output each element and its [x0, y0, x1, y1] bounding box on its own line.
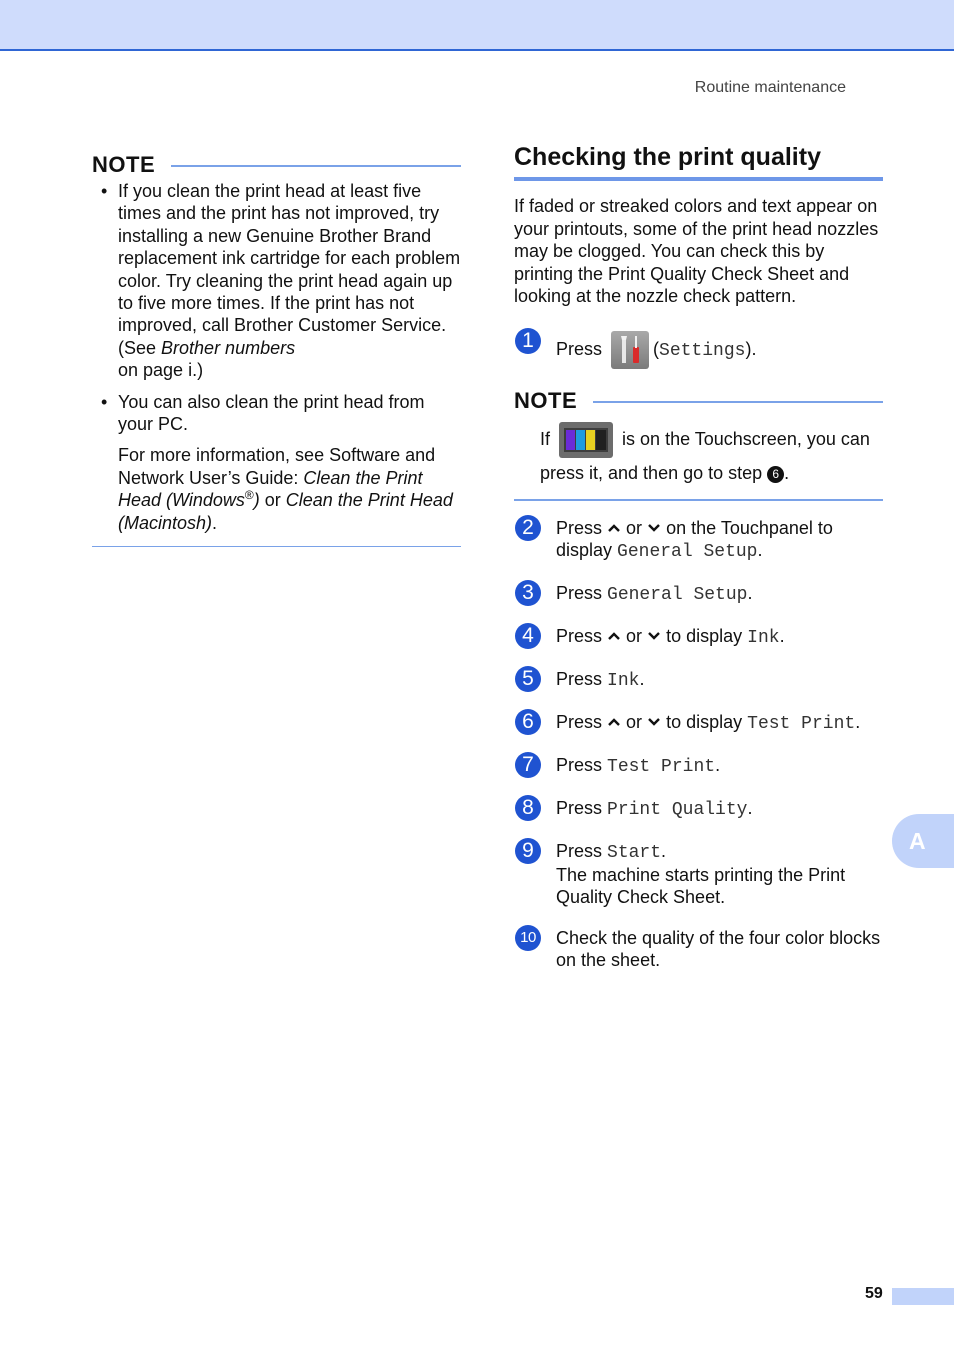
- step-number: 7: [515, 752, 541, 778]
- step-number: 4: [515, 623, 541, 649]
- note-end-rule: [92, 546, 461, 547]
- step-number: 6: [515, 709, 541, 735]
- note-bullet-2: [92, 391, 461, 534]
- step-number: 9: [515, 838, 541, 864]
- left-note-box: [92, 152, 461, 547]
- bullet2-text: You can also clean the print head from your PC.: [118, 391, 425, 435]
- ink-cartridge-icon[interactable]: [559, 422, 613, 458]
- step-7: 7 Press Test Print.: [514, 754, 883, 778]
- appendix-tab: A: [892, 814, 954, 868]
- step-2: 2 Press or on the Touchpanel to display General Setup.: [514, 517, 883, 563]
- settings-code: Settings: [659, 340, 746, 361]
- step-6: 6 Press or to display Test Print.: [514, 711, 883, 735]
- note-end-rule: [514, 499, 883, 501]
- step-number: 10: [515, 925, 541, 951]
- note-body: If is on the Touchscreen, you can press it, and then go to step 6 .: [514, 422, 883, 489]
- step-10: [514, 927, 883, 971]
- step-number: 8: [515, 795, 541, 821]
- bullet1-end: on page i.): [118, 360, 204, 381]
- step-5: 5 Press Ink.: [514, 668, 883, 692]
- page-title: Checking the print quality: [514, 143, 883, 181]
- step-number: 3: [515, 580, 541, 606]
- brother-numbers-ref: Brother numbers: [161, 337, 296, 358]
- header-band: [0, 0, 954, 51]
- note-bullet-1: [92, 180, 461, 382]
- note-rule: [593, 401, 883, 403]
- note-label: NOTE: [514, 387, 578, 413]
- chevron-up-icon: [607, 631, 621, 641]
- settings-tools-icon[interactable]: [611, 331, 649, 369]
- section-header: Routine maintenance: [694, 79, 846, 96]
- footer-bar: [892, 1288, 954, 1305]
- step-4: 4 Press or to display Ink.: [514, 625, 883, 649]
- chevron-down-icon: [647, 717, 661, 727]
- note-label: NOTE: [92, 152, 156, 177]
- step-3: 3 Press General Setup.: [514, 582, 883, 606]
- chevron-up-icon: [607, 717, 621, 727]
- step-number: 1: [515, 328, 541, 354]
- intro-paragraph: If faded or streaked colors and text appear on your printouts, some of the print head nozzles may be clogged. You can check this by printing the Print Quality Check Sheet and looking at the nozzle check pattern.: [514, 196, 879, 307]
- chevron-up-icon: [607, 523, 621, 533]
- bullet-mark: •: [101, 181, 108, 201]
- step9-detail: The machine starts printing the Print Quality Check Sheet.: [556, 864, 846, 907]
- note-heading: [514, 388, 883, 414]
- step-8: 8 Press Print Quality.: [514, 797, 883, 821]
- bullet2-more: For more information, see Software and Network User’s Guide: Clean the Print Head (Windows®) or Clean the Print Head (Macintosh).: [118, 445, 453, 533]
- bullet-mark: •: [101, 391, 108, 412]
- step-ref-6: 6: [767, 466, 784, 483]
- note-bullets: [92, 180, 461, 534]
- main-column: [514, 143, 883, 971]
- step-number: 5: [515, 666, 541, 692]
- step-number: 2: [515, 515, 541, 541]
- step-1: 1 Press (Settings).: [514, 330, 883, 370]
- step-9: 9 Press Start. The machine starts printing the Print Quality Check Sheet.: [514, 840, 883, 908]
- inline-note: [514, 388, 883, 501]
- page-number: 59: [865, 1285, 883, 1302]
- chevron-down-icon: [647, 523, 661, 533]
- bullet1-text: If you clean the print head at least five times and the print has not improved, try installing a new Genuine Brother Brand replacement ink cartridge for each problem color. Try cleaning the print head again up to five more times. If the print has not improved, call Brother Customer Service. (See: [118, 181, 461, 358]
- note-rule: [171, 165, 461, 167]
- note-heading: [92, 152, 461, 178]
- chevron-down-icon: [647, 631, 661, 641]
- step10-text: Check the quality of the four color blocks on the sheet.: [556, 927, 881, 970]
